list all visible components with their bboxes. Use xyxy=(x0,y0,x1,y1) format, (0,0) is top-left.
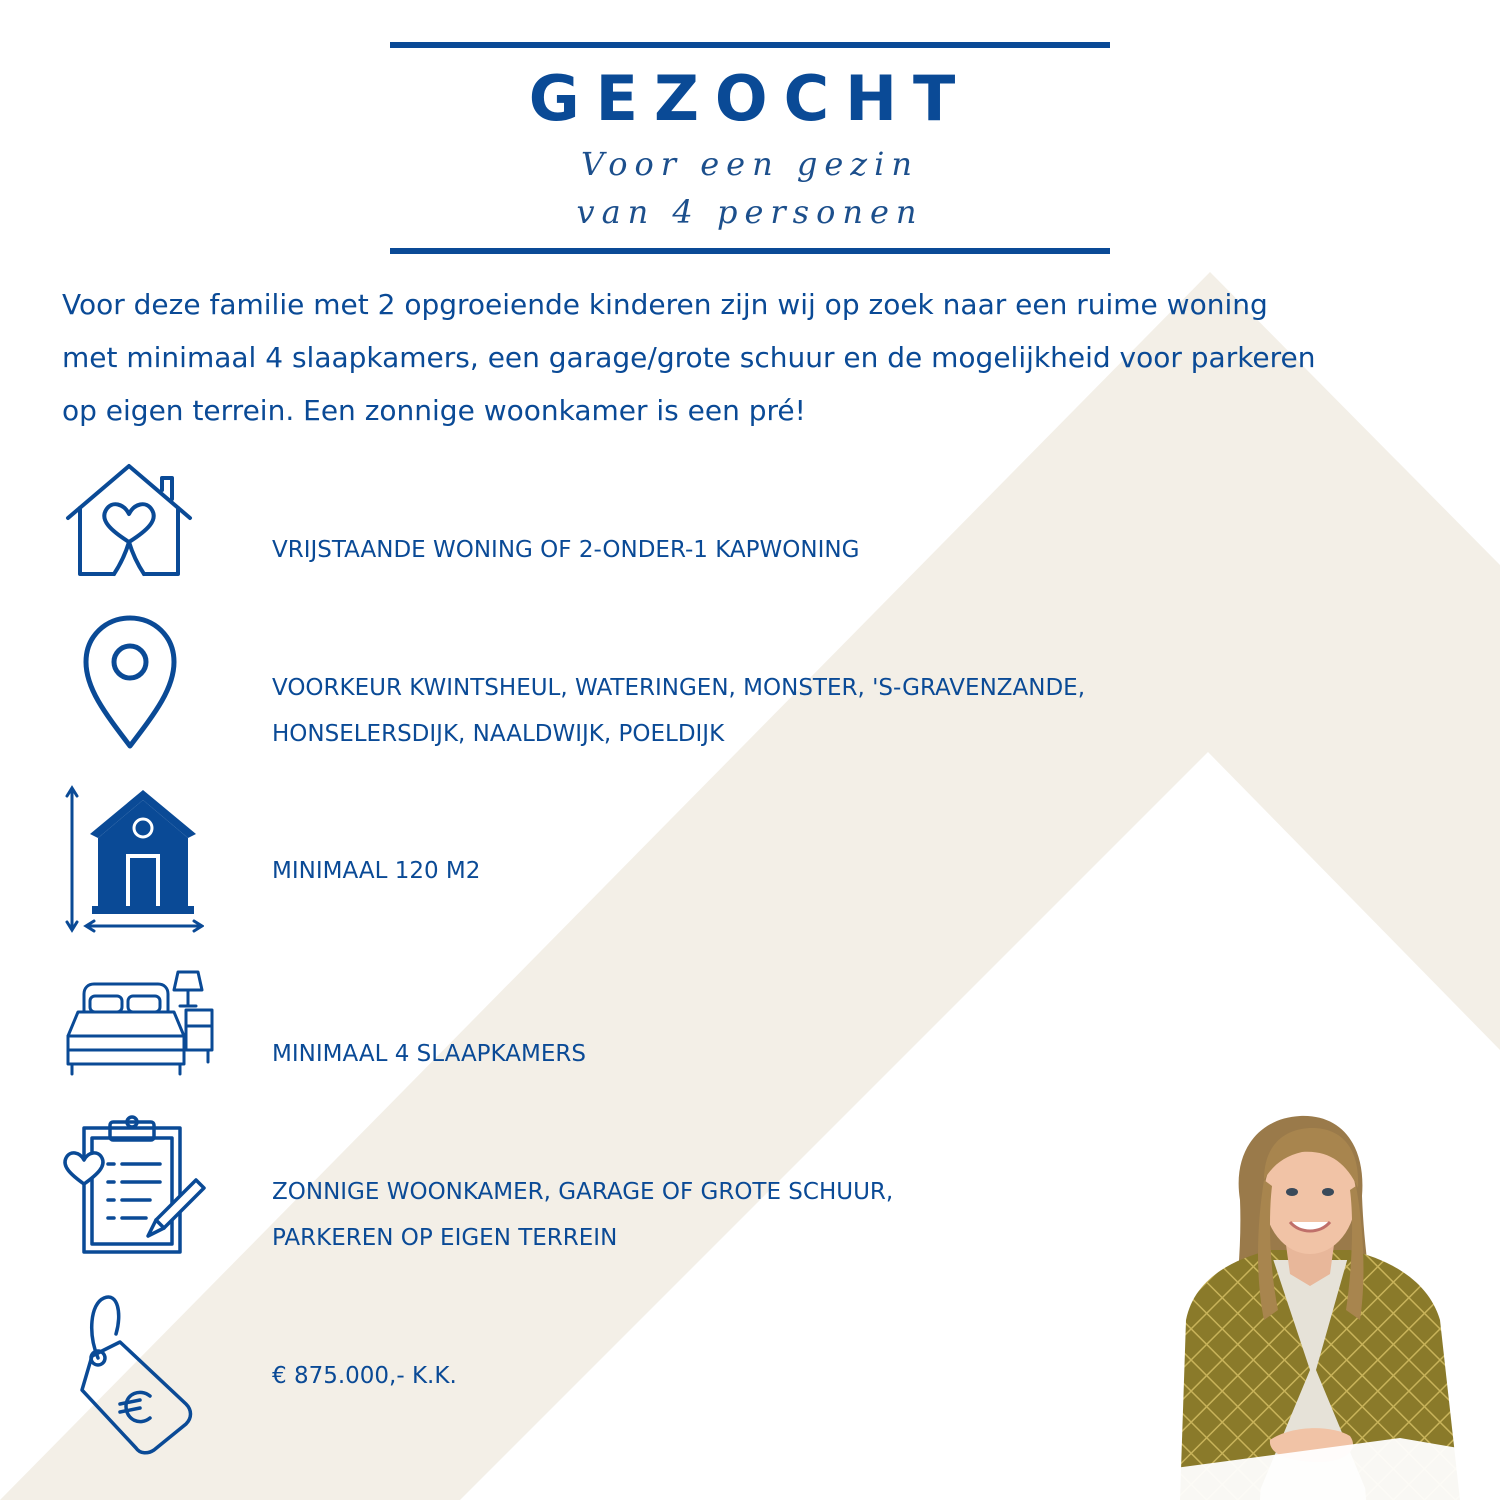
criterion-location-line-2: HONSELERSDIJK, NAALDWIJK, POELDIJK xyxy=(272,721,725,747)
location-pin-icon xyxy=(80,612,180,752)
house-heart-icon xyxy=(62,460,196,580)
subtitle-line-1: Voor een gezin xyxy=(581,145,919,183)
intro-line-3: op eigen terrein. Een zonnige woonkamer is een pré! xyxy=(62,394,806,427)
page-title: GEZOCHT xyxy=(528,62,972,135)
intro-paragraph xyxy=(62,278,1472,437)
criterion-house-type xyxy=(272,527,859,573)
criterion-bedrooms-text: MINIMAAL 4 SLAAPKAMERS xyxy=(272,1041,586,1067)
criterion-extras-line-1: ZONNIGE WOONKAMER, GARAGE OF GROTE SCHUUR, xyxy=(272,1179,894,1205)
header-block xyxy=(390,42,1110,258)
criterion-extras-line-2: PARKEREN OP EIGEN TERREIN xyxy=(272,1225,618,1251)
criterion-size xyxy=(272,848,480,894)
criterion-location xyxy=(272,665,1085,757)
criterion-price xyxy=(272,1353,457,1399)
header-top-rule xyxy=(390,42,1110,48)
criterion-house-type-text: VRIJSTAANDE WONING OF 2-ONDER-1 KAPWONING xyxy=(272,537,860,563)
euro-price-tag-icon xyxy=(74,1294,196,1458)
house-dimensions-icon xyxy=(62,784,204,934)
intro-line-1: Voor deze familie met 2 opgroeiende kinderen zijn wij op zoek naar een ruime woning xyxy=(62,288,1268,321)
subtitle-line-2: van 4 personen xyxy=(576,193,924,231)
intro-line-2: met minimaal 4 slaapkamers, een garage/grote schuur en de mogelijkheid voor parkeren xyxy=(62,341,1316,374)
criterion-size-text: MINIMAAL 120 M2 xyxy=(272,858,481,884)
agent-portrait-image xyxy=(1160,1110,1470,1500)
criterion-location-line-1: VOORKEUR KWINTSHEUL, WATERINGEN, MONSTER, 'S-GRAVENZANDE, xyxy=(272,675,1086,701)
bed-icon xyxy=(62,966,218,1078)
criterion-bedrooms xyxy=(272,1031,586,1077)
criterion-extras xyxy=(272,1169,893,1261)
clipboard-heart-icon xyxy=(60,1112,206,1258)
header-bottom-rule xyxy=(390,248,1110,254)
criterion-price-text: € 875.000,- K.K. xyxy=(272,1363,457,1389)
